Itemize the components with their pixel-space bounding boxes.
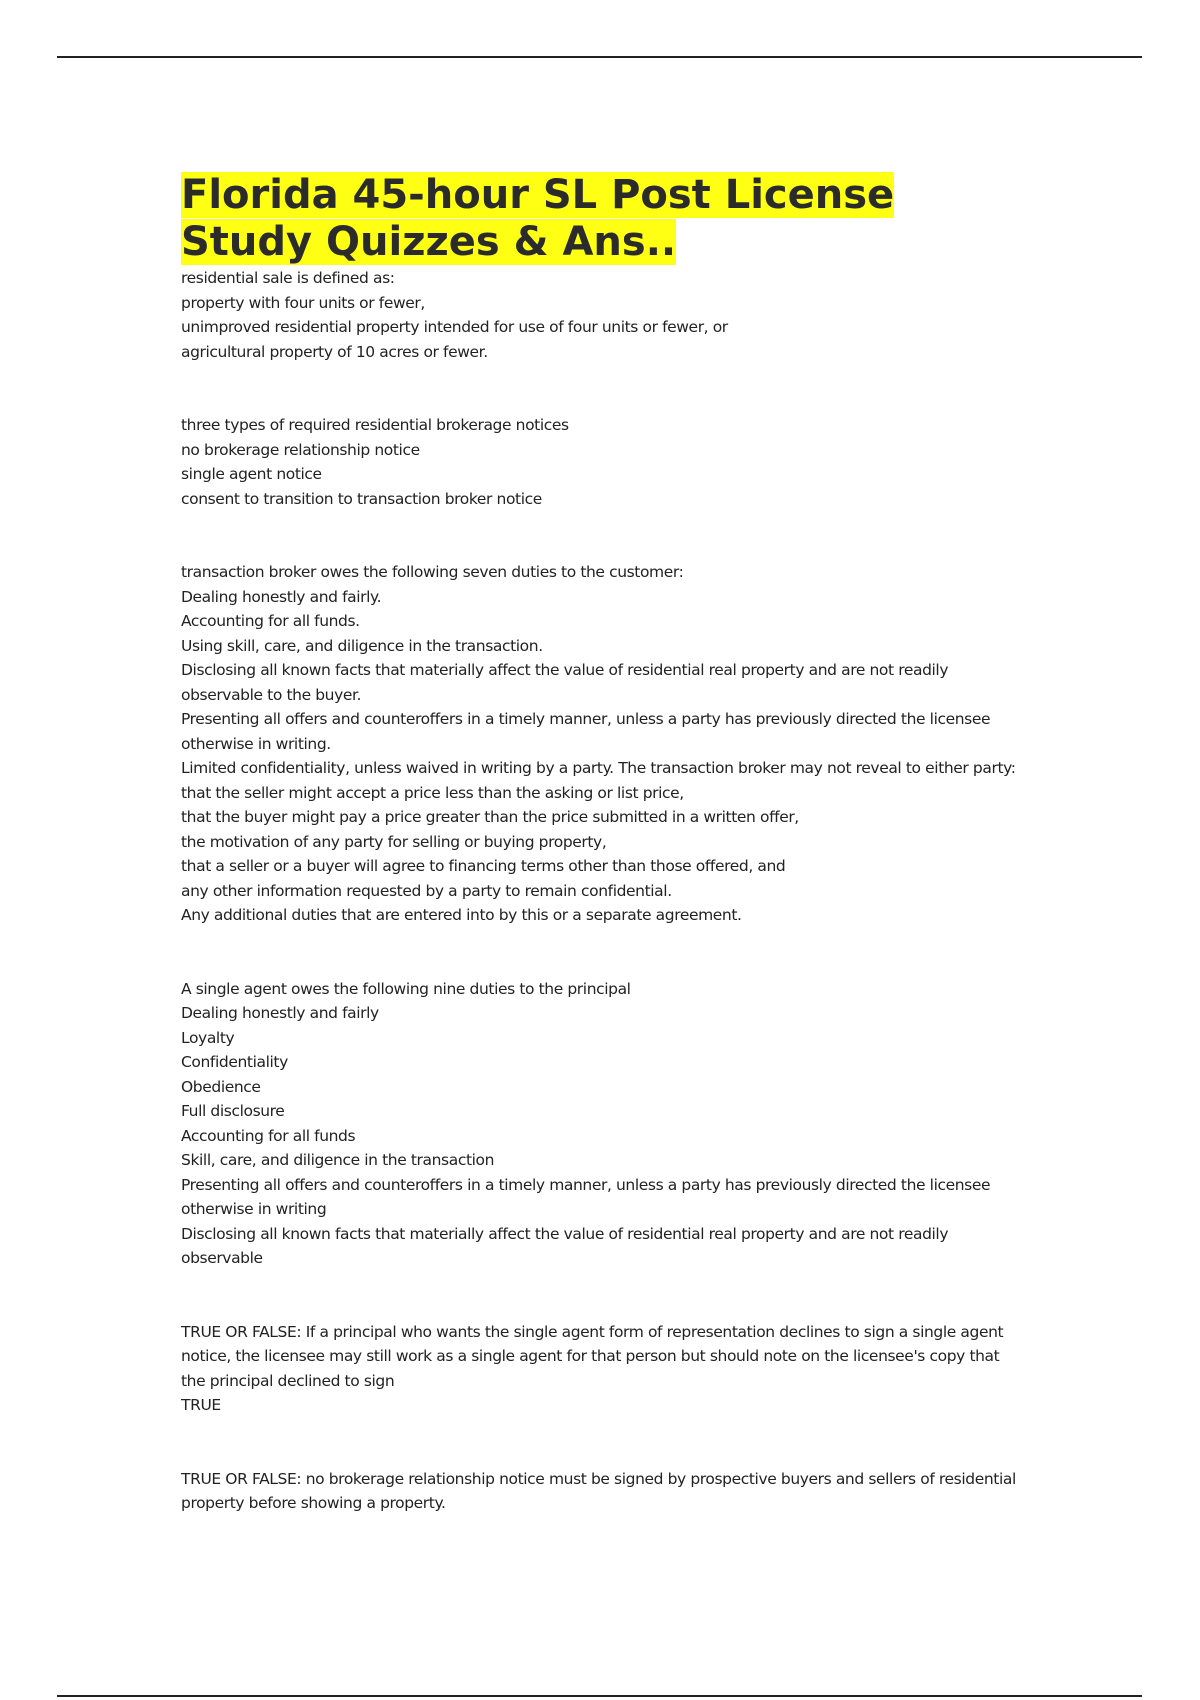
text-line: three types of required residential brokerage notices [181,416,569,434]
question-text: TRUE OR FALSE: no brokerage relationship notice must be signed by prospective buyers and sellers of residential property before showing a property. [181,1469,1016,1512]
text-line: Dealing honestly and fairly. [181,587,382,606]
section-true-false-1 [181,1320,1026,1418]
text-line: Confidentiality [181,1053,288,1071]
text-line: Dealing honestly and fairly [181,1004,379,1022]
text-line: Loyalty [181,1028,235,1047]
title-line-2: Study Quizzes & Ans.. [181,219,677,265]
text-line: that a seller or a buyer will agree to financing terms other than those offered, and [181,857,786,875]
text-line: that the seller might accept a price less than the asking or list price, [181,783,684,802]
text-line: transaction broker owes the following seven duties to the customer: [181,563,684,581]
text-line: Limited confidentiality, unless waived in writing by a party. The transaction broker may not reveal to either party: [181,759,1016,777]
text-line: Using skill, care, and diligence in the transaction. [181,636,543,655]
text-line: no brokerage relationship notice [181,440,420,459]
text-line: unimproved residential property intended for use of four units or fewer, or [181,318,728,336]
text-line: any other information requested by a party to remain confidential. [181,881,672,900]
section-residential-sale [181,266,1026,364]
text-line: Accounting for all funds. [181,612,360,630]
question-text: TRUE OR FALSE: If a principal who wants the single agent form of representation declines to sign a single agent notice, the licensee may still work as a single agent for that person but should note on the licensee's copy that the principal declined to sign [181,1322,1004,1390]
text-line: Disclosing all known facts that materially affect the value of residential real property and are not readily observable [181,1224,949,1267]
text-line: single agent notice [181,465,322,483]
text-line: Full disclosure [181,1102,285,1120]
text-line: A single agent owes the following nine duties to the principal [181,979,631,998]
text-line: consent to transition to transaction broker notice [181,489,542,508]
document-title [181,172,1026,266]
text-line: Accounting for all funds [181,1126,356,1145]
text-line: Disclosing all known facts that materially affect the value of residential real property and are not readily observable to the buyer. [181,661,949,704]
text-line: the motivation of any party for selling or buying property, [181,832,607,851]
section-single-agent-duties [181,977,1026,1271]
top-rule [57,56,1142,58]
text-line: residential sale is defined as: [181,269,395,287]
text-line: agricultural property of 10 acres or fewer. [181,342,488,361]
bottom-rule [57,1695,1142,1697]
text-line: that the buyer might pay a price greater than the price submitted in a written offer, [181,808,799,826]
text-line: Presenting all offers and counteroffers in a timely manner, unless a party has previously directed the licensee otherwise in writing [181,1175,991,1218]
section-true-false-2 [181,1467,1026,1516]
text-line: Skill, care, and diligence in the transaction [181,1151,495,1169]
document-body [181,172,1026,1516]
section-brokerage-notices [181,413,1026,511]
answer-text: TRUE [181,1396,221,1414]
text-line: property with four units or fewer, [181,293,425,312]
text-line: Presenting all offers and counteroffers in a timely manner, unless a party has previously directed the licensee otherwise in writing. [181,710,991,753]
text-line: Any additional duties that are entered into by this or a separate agreement. [181,906,742,924]
text-line: Obedience [181,1077,261,1096]
section-transaction-broker-duties [181,560,1026,928]
title-line-1: Florida 45-hour SL Post License [181,172,895,218]
